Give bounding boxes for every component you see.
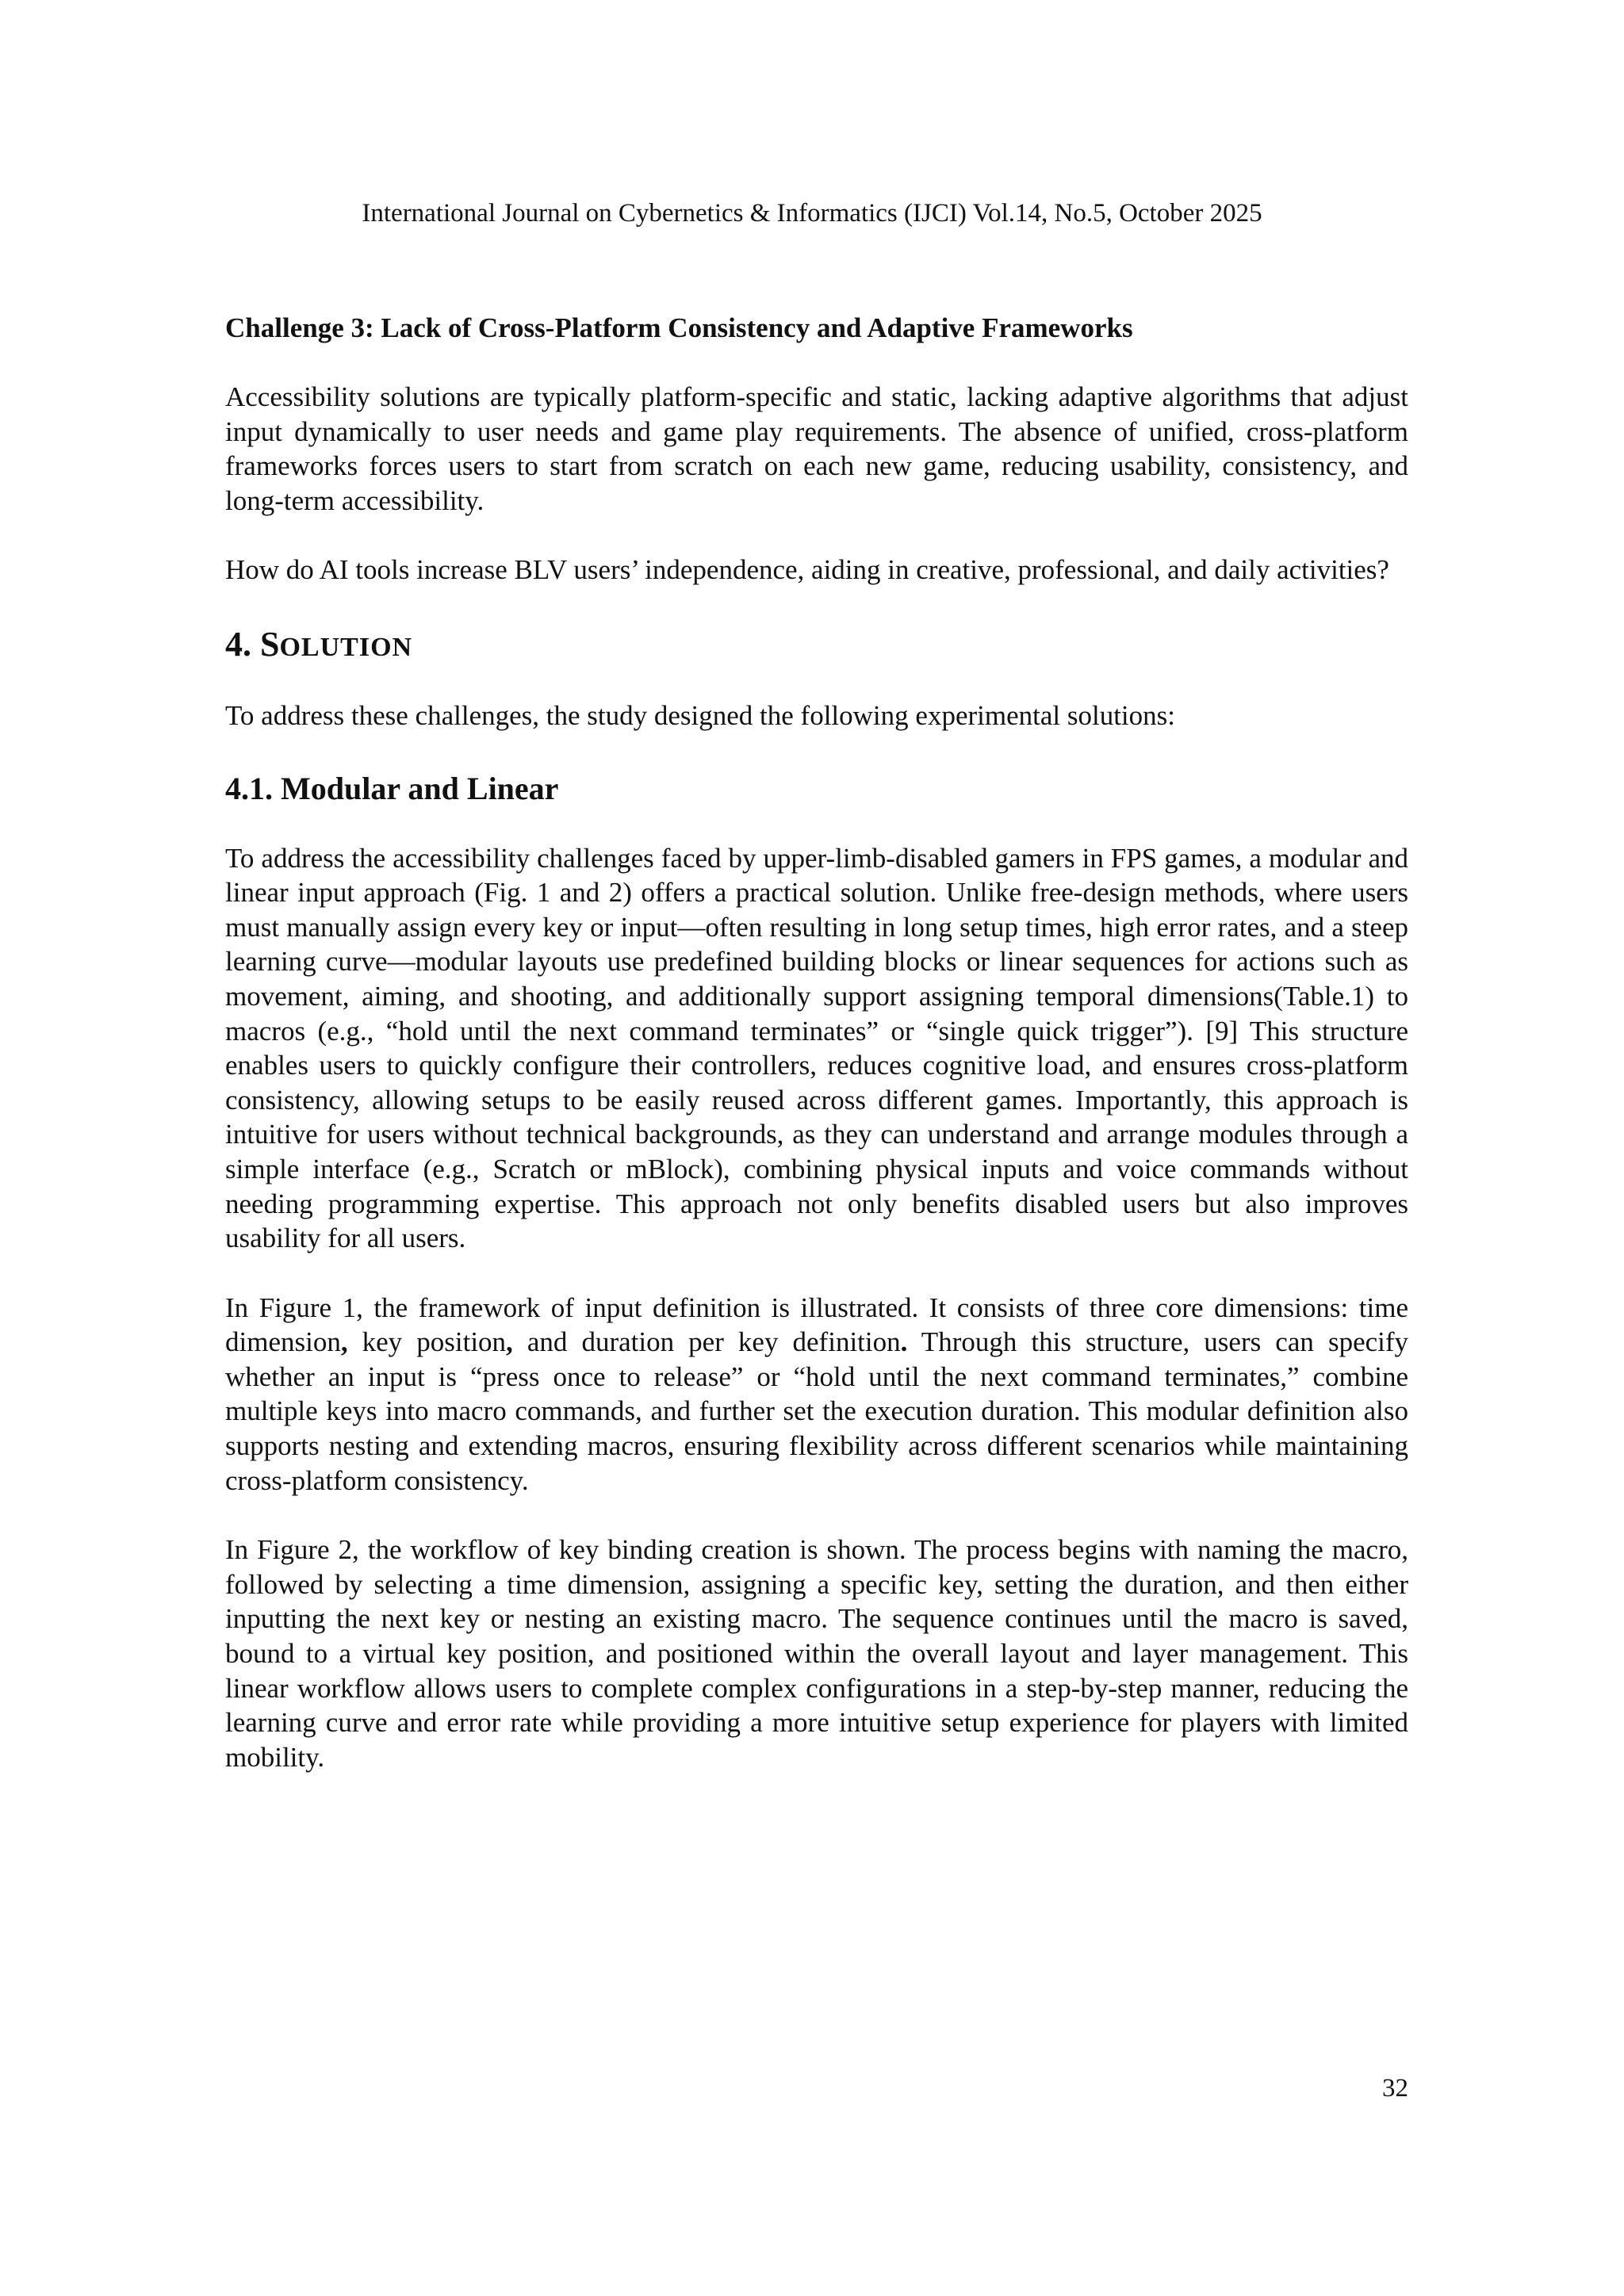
subsection-4-1-heading: 4.1. Modular and Linear xyxy=(225,770,559,806)
subsection-4-1-paragraph-1: To address the accessibility challenges faced by upper-limb-disabled gamers in FPS games, a modular and linear input approach (Fig. 1 and 2) offers a practical solution. Unlike free-design methods, where users must manually assign every key or input—often resulting in long setup times, high error rates, and a steep learning curve—modular layouts use predefined building blocks or linear sequences for actions such as movement, aiming, and shooting, and additionally support assigning temporal dimensions(Table.1) to macros (e.g., “hold until the next command terminates” or “single quick trigger”). [9] This structure enables users to quickly configure their controllers, reduces cognitive load, and ensures cross-platform consistency, allowing setups to be easily reused across different games. Importantly, this approach is intuitive for users without technical backgrounds, as they can understand and arrange modules through a simple interface (e.g., Scratch or mBlock), combining physical inputs and voice commands without needing programming expertise. This approach not only benefits disabled users but also improves usability for all users. xyxy=(225,842,1408,1254)
p2-bold-comma-2: , xyxy=(506,1326,513,1358)
p2-part-a: In Figure 1, the framework of input definition is illustrated. It consists of three core dimensions: time dimension xyxy=(225,1292,1408,1358)
section-4-title-rest: OLUTION xyxy=(279,632,413,662)
page-number: 32 xyxy=(1382,2074,1408,2103)
running-header: International Journal on Cybernetics & Informatics (IJCI) Vol.14, No.5, October 2025 xyxy=(362,199,1262,228)
p2-bold-period: . xyxy=(900,1326,908,1358)
section-4-heading xyxy=(225,622,1408,670)
section-4-intro: To address these challenges, the study designed the following experimental solutions: xyxy=(225,699,1175,731)
subsection-4-1-paragraph-3: In Figure 2, the workflow of key binding creation is shown. The process begins with naming the macro, followed by selecting a time dimension, assigning a specific key, setting the duration, and then either inputting the next key or nesting an existing macro. The sequence continues until the macro is saved, bound to a virtual key position, and positioned within the overall layout and layer management. This linear workflow allows users to complete complex configurations in a step-by-step manner, reducing the learning curve and error rate while providing a more intuitive setup experience for players with limited mobility. xyxy=(225,1534,1408,1773)
challenge-3-paragraph: Accessibility solutions are typically platform-specific and static, lacking adaptive algorithms that adjust input dynamically to user needs and game play requirements. The absence of unified, cross-platform frameworks forces users to start from scratch on each new game, reducing usability, consistency, and long-term accessibility. xyxy=(225,381,1408,516)
subsection-4-1-paragraph-2 xyxy=(225,1291,1408,1498)
challenge-3-title: Challenge 3: Lack of Cross-Platform Consistency and Adaptive Frameworks xyxy=(225,312,1133,343)
p2-bold-comma-1: , xyxy=(340,1326,348,1358)
section-4-number: 4. S xyxy=(225,624,280,664)
page-content xyxy=(225,311,1408,1809)
p2-part-c: and duration per key definition xyxy=(512,1326,901,1358)
p2-part-d: Through this structure, users can specify whether an input is “press once to release” or “hold until the next command terminates,” combine multiple keys into macro commands, and further set the execution duration. This modular definition also supports nesting and extending macros, ensuring flexibility across different scenarios while maintaining cross-platform consistency. xyxy=(225,1326,1409,1496)
research-question: How do AI tools increase BLV users’ independence, aiding in creative, professional, and daily activities? xyxy=(225,554,1389,586)
p2-part-b: key position xyxy=(347,1326,507,1358)
